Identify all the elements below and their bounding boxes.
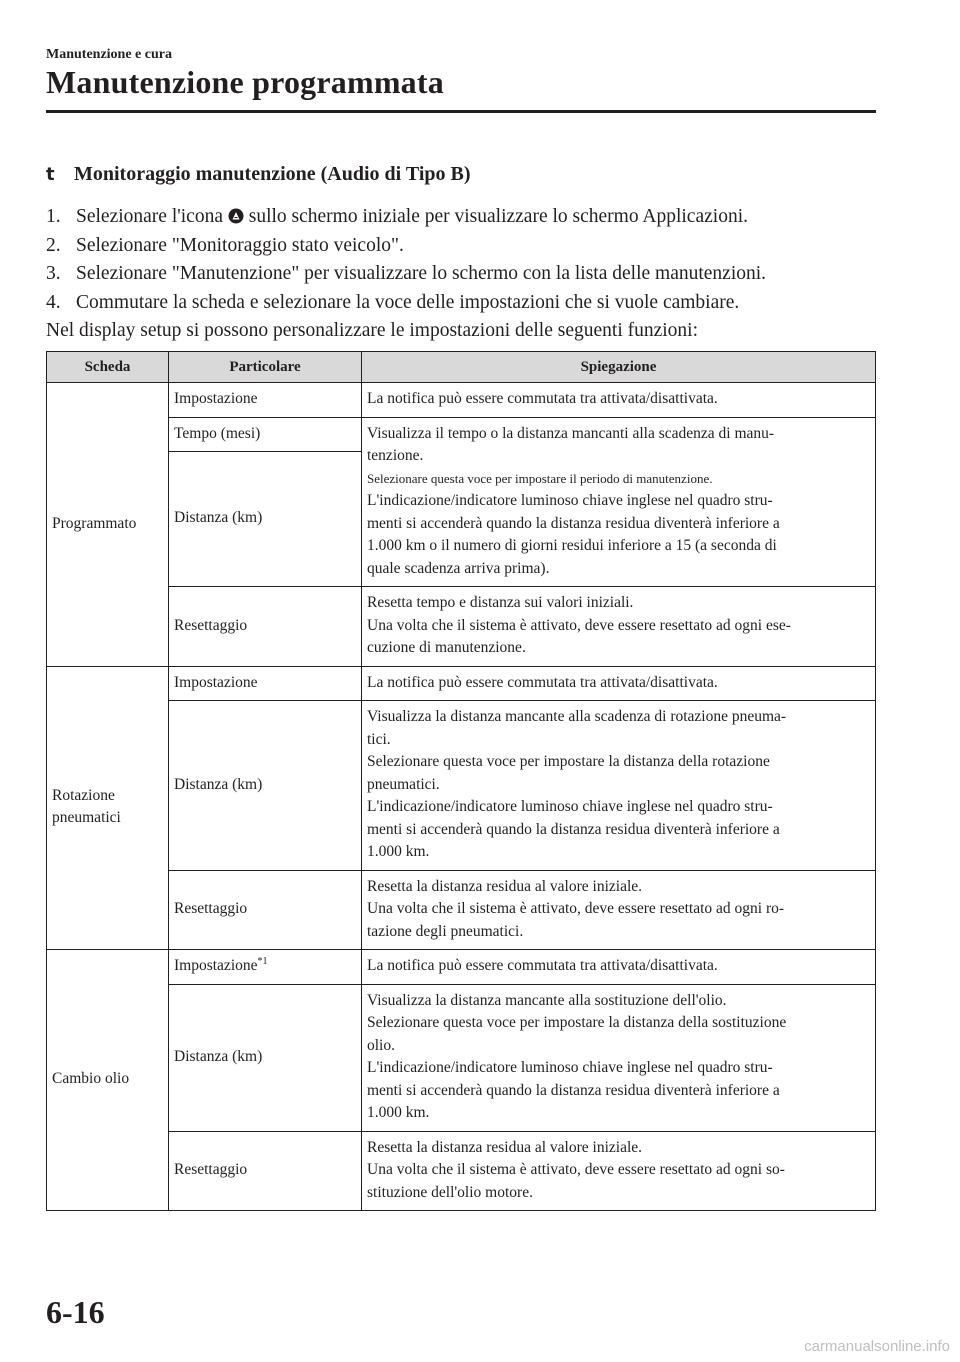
step-number: 4. <box>46 291 61 313</box>
desc-line: olio. <box>367 1036 395 1054</box>
item-cell <box>169 950 362 985</box>
item-cell: Distanza (km) <box>169 701 362 871</box>
step-text: Selezionare "Monitoraggio stato veicolo". <box>76 234 404 256</box>
item-cell: Tempo (mesi) <box>169 417 362 452</box>
table-row <box>47 383 876 418</box>
step-text-cont: sullo schermo iniziale per visualizzare lo schermo Applicazioni. <box>243 206 748 227</box>
desc-line: menti si accenderà quando la distanza residua diventerà inferiore a <box>367 1081 780 1099</box>
step-number: 2. <box>46 234 61 256</box>
table-row <box>47 950 876 985</box>
item-cell: Resettaggio <box>169 1131 362 1211</box>
item-label: Impostazione <box>174 957 258 974</box>
desc-line: menti si accenderà quando la distanza residua diventerà inferiore a <box>367 820 780 838</box>
tab-line: Rotazione <box>52 786 115 804</box>
step-number: 3. <box>46 263 61 284</box>
desc-line: L'indicazione/indicatore luminoso chiave inglese nel quadro stru- <box>367 1059 773 1076</box>
table-row <box>47 587 876 667</box>
desc-cell <box>362 984 876 1131</box>
col-header-particolare: Particolare <box>169 352 362 383</box>
desc-line: stituzione dell'olio motore. <box>367 1183 533 1201</box>
desc-line: 1.000 km o il numero di giorni residui inferiore a 15 (a seconda di <box>367 537 777 554</box>
step-text: Selezionare l'icona <box>76 206 228 227</box>
table-header-row <box>47 352 876 383</box>
desc-line: pneumatici. <box>367 775 440 793</box>
desc-line: Visualizza il tempo o la distanza mancanti alla scadenza di manu- <box>367 424 775 442</box>
desc-cell <box>362 417 876 587</box>
applications-icon <box>228 205 244 221</box>
item-cell: Distanza (km) <box>169 984 362 1131</box>
desc-cell <box>362 1131 876 1211</box>
desc-line: Una volta che il sistema è attivato, deve essere resettato ad ogni so- <box>367 1161 785 1178</box>
settings-table <box>46 351 876 1211</box>
desc-line: Selezionare questa voce per impostare la distanza della sostituzione <box>367 1014 787 1031</box>
desc-line: Resetta la distanza residua al valore iniziale. <box>367 877 643 895</box>
desc-line: Resetta la distanza residua al valore iniziale. <box>367 1138 643 1156</box>
step-3 <box>46 260 886 289</box>
table-row <box>47 701 876 871</box>
footnote-marker: *1 <box>257 955 268 967</box>
intro-text: Nel display setup si possono personalizzare le impostazioni delle seguenti funzioni: <box>46 320 699 341</box>
watermark: carmanualsonline.info <box>804 1338 950 1355</box>
steps-list <box>46 203 886 346</box>
desc-line: Selezionare questa voce per impostare la distanza della rotazione <box>367 753 770 770</box>
desc-cell: La notifica può essere commutata tra attivata/disattivata. <box>362 383 876 418</box>
desc-line: cuzione di manutenzione. <box>367 639 526 656</box>
desc-line: quale scadenza arriva prima). <box>367 559 550 577</box>
desc-line: 1.000 km. <box>367 1104 430 1121</box>
section-label: Manutenzione e cura <box>46 47 172 62</box>
step-text: Selezionare "Manutenzione" per visualizzare lo schermo con la lista delle manutenzioni. <box>76 263 767 284</box>
step-1 <box>46 203 886 232</box>
desc-line: menti si accenderà quando la distanza residua diventerà inferiore a <box>367 514 780 532</box>
item-cell: Resettaggio <box>169 870 362 950</box>
desc-cell <box>362 587 876 667</box>
step-4 <box>46 289 886 318</box>
tab-cell-rotazione <box>47 666 169 950</box>
title-divider <box>46 110 876 113</box>
step-text: Commutare la scheda e selezionare la voce delle impostazioni che si vuole cambiare. <box>76 291 740 313</box>
col-header-spiegazione: Spiegazione <box>362 352 876 383</box>
item-cell: Resettaggio <box>169 587 362 667</box>
desc-line: 1.000 km. <box>367 843 430 860</box>
desc-cell: La notifica può essere commutata tra attivata/disattivata. <box>362 666 876 701</box>
item-cell: Impostazione <box>169 383 362 418</box>
page-number: 6-16 <box>46 1294 105 1330</box>
desc-line: Una volta che il sistema è attivato, deve essere resettato ad ogni ese- <box>367 616 791 634</box>
table-row <box>47 417 876 452</box>
desc-cell: La notifica può essere commutata tra attivata/disattivata. <box>362 950 876 985</box>
desc-cell <box>362 870 876 950</box>
tab-cell-cambio-olio: Cambio olio <box>47 950 169 1211</box>
desc-line: tici. <box>367 730 391 748</box>
desc-cell <box>362 701 876 871</box>
desc-line: Visualizza la distanza mancante alla sostituzione dell'olio. <box>367 991 727 1009</box>
desc-line: Visualizza la distanza mancante alla scadenza di rotazione pneuma- <box>367 708 787 725</box>
desc-line: Resetta tempo e distanza sui valori iniziali. <box>367 594 634 611</box>
desc-line: tenzione. <box>367 447 424 464</box>
table-row <box>47 870 876 950</box>
tab-cell-programmato: Programmato <box>47 383 169 667</box>
step-2 <box>46 232 886 261</box>
table-row <box>47 666 876 701</box>
table-row <box>47 1131 876 1211</box>
bullet-icon: t <box>46 164 55 185</box>
desc-line: L'indicazione/indicatore luminoso chiave inglese nel quadro stru- <box>367 798 773 815</box>
sub-heading-text: Monitoraggio manutenzione (Audio di Tipo B) <box>74 163 471 185</box>
table-row <box>47 984 876 1131</box>
col-header-scheda: Scheda <box>47 352 169 383</box>
tab-line: pneumatici <box>52 809 121 827</box>
desc-line: L'indicazione/indicatore luminoso chiave inglese nel quadro stru- <box>367 492 773 509</box>
step-number: 1. <box>46 206 61 227</box>
desc-line: tazione degli pneumatici. <box>367 922 524 940</box>
item-cell: Impostazione <box>169 666 362 701</box>
page-title: Manutenzione programmata <box>46 64 444 100</box>
desc-line: Selezionare questa voce per impostare il periodo di manutenzione. <box>367 470 713 486</box>
sub-heading <box>46 163 471 186</box>
item-cell: Distanza (km) <box>169 452 362 587</box>
desc-line: Una volta che il sistema è attivato, deve essere resettato ad ogni ro- <box>367 900 785 917</box>
